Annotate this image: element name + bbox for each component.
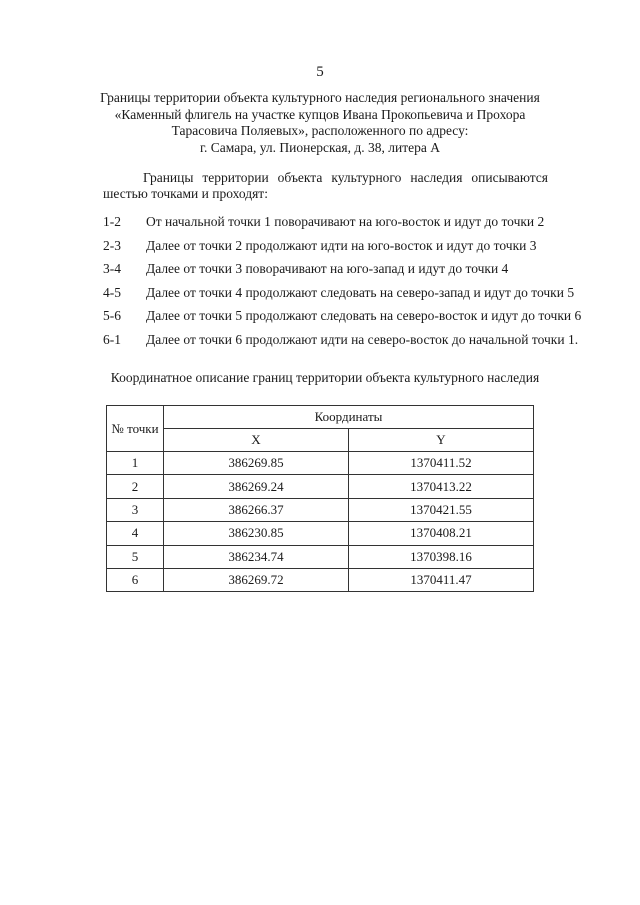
segment-code: 2-3 — [103, 237, 121, 253]
segment-code: 1-2 — [103, 214, 121, 229]
table-row — [107, 475, 534, 498]
table-row — [107, 545, 534, 568]
segment-description: Далее от точки 2 продолжают идти на юго-восток и идут до точки 3 — [146, 237, 537, 253]
cell-x: 386266.37 — [164, 498, 349, 521]
cell-point: 1 — [107, 452, 164, 475]
segment-item — [103, 284, 588, 308]
coordinates-table — [106, 405, 534, 592]
header-y: Y — [349, 429, 534, 452]
cell-x: 386269.24 — [164, 475, 349, 498]
segment-code: 3-4 — [103, 261, 121, 277]
segment-code: 4-5 — [103, 284, 121, 300]
coordinates-heading: Координатное описание границ территории объекта культурного наследия — [110, 370, 540, 385]
header-coordinates: Координаты — [164, 406, 534, 429]
table-row — [107, 452, 534, 475]
segment-item — [103, 237, 588, 261]
table-row — [107, 498, 534, 521]
cell-y: 1370413.22 — [349, 475, 534, 498]
cell-y: 1370411.52 — [349, 452, 534, 475]
cell-x: 386230.85 — [164, 522, 349, 545]
cell-x: 386234.74 — [164, 545, 349, 568]
intro-paragraph — [103, 170, 548, 202]
boundary-segments-list — [103, 213, 588, 355]
segment-code: 5-6 — [103, 308, 121, 324]
table-header-row — [107, 429, 534, 452]
cell-y: 1370411.47 — [349, 568, 534, 591]
segment-description: От начальной точки 1 поворачивают на юго-восток и идут до точки 2 — [146, 214, 545, 229]
table-row — [107, 522, 534, 545]
cell-x: 386269.72 — [164, 568, 349, 591]
intro-line: Границы территории объекта культурного наследия описываются — [143, 170, 548, 185]
cell-y: 1370398.16 — [349, 545, 534, 568]
cell-point: 5 — [107, 545, 164, 568]
title-line: г. Самара, ул. Пионерская, д. 38, литера А — [200, 139, 440, 155]
segment-item — [103, 331, 588, 355]
segment-item — [103, 213, 588, 237]
title-line: «Каменный флигель на участке купцов Ивана Прокопьевича и Прохора — [114, 106, 526, 122]
cell-point: 6 — [107, 568, 164, 591]
cell-x: 386269.85 — [164, 452, 349, 475]
title-line: Границы территории объекта культурного наследия регионального значения — [100, 90, 540, 105]
document-title — [60, 90, 580, 156]
segment-item — [103, 307, 588, 331]
cell-point: 3 — [107, 498, 164, 521]
segment-description: Далее от точки 4 продолжают следовать на северо-запад и идут до точки 5 — [146, 284, 575, 300]
cell-point: 2 — [107, 475, 164, 498]
page-number: 5 — [316, 64, 324, 80]
title-line: Тарасовича Поляевых», расположенного по адресу: — [171, 123, 469, 138]
segment-item — [103, 260, 588, 284]
cell-y: 1370408.21 — [349, 522, 534, 545]
header-x: X — [164, 429, 349, 452]
table-row — [107, 568, 534, 591]
table-header-row — [107, 406, 534, 429]
segment-description: Далее от точки 5 продолжают следовать на северо-восток и идут до точки 6 — [146, 308, 582, 324]
segment-description: Далее от точки 3 поворачивают на юго-запад и идут до точки 4 — [146, 261, 509, 277]
segment-code: 6-1 — [103, 331, 121, 347]
header-point-number: № точки — [107, 406, 164, 452]
cell-point: 4 — [107, 522, 164, 545]
cell-y: 1370421.55 — [349, 498, 534, 521]
segment-description: Далее от точки 6 продолжают идти на северо-восток до начальной точки 1. — [146, 331, 579, 347]
intro-line: шестью точками и проходят: — [103, 186, 268, 201]
